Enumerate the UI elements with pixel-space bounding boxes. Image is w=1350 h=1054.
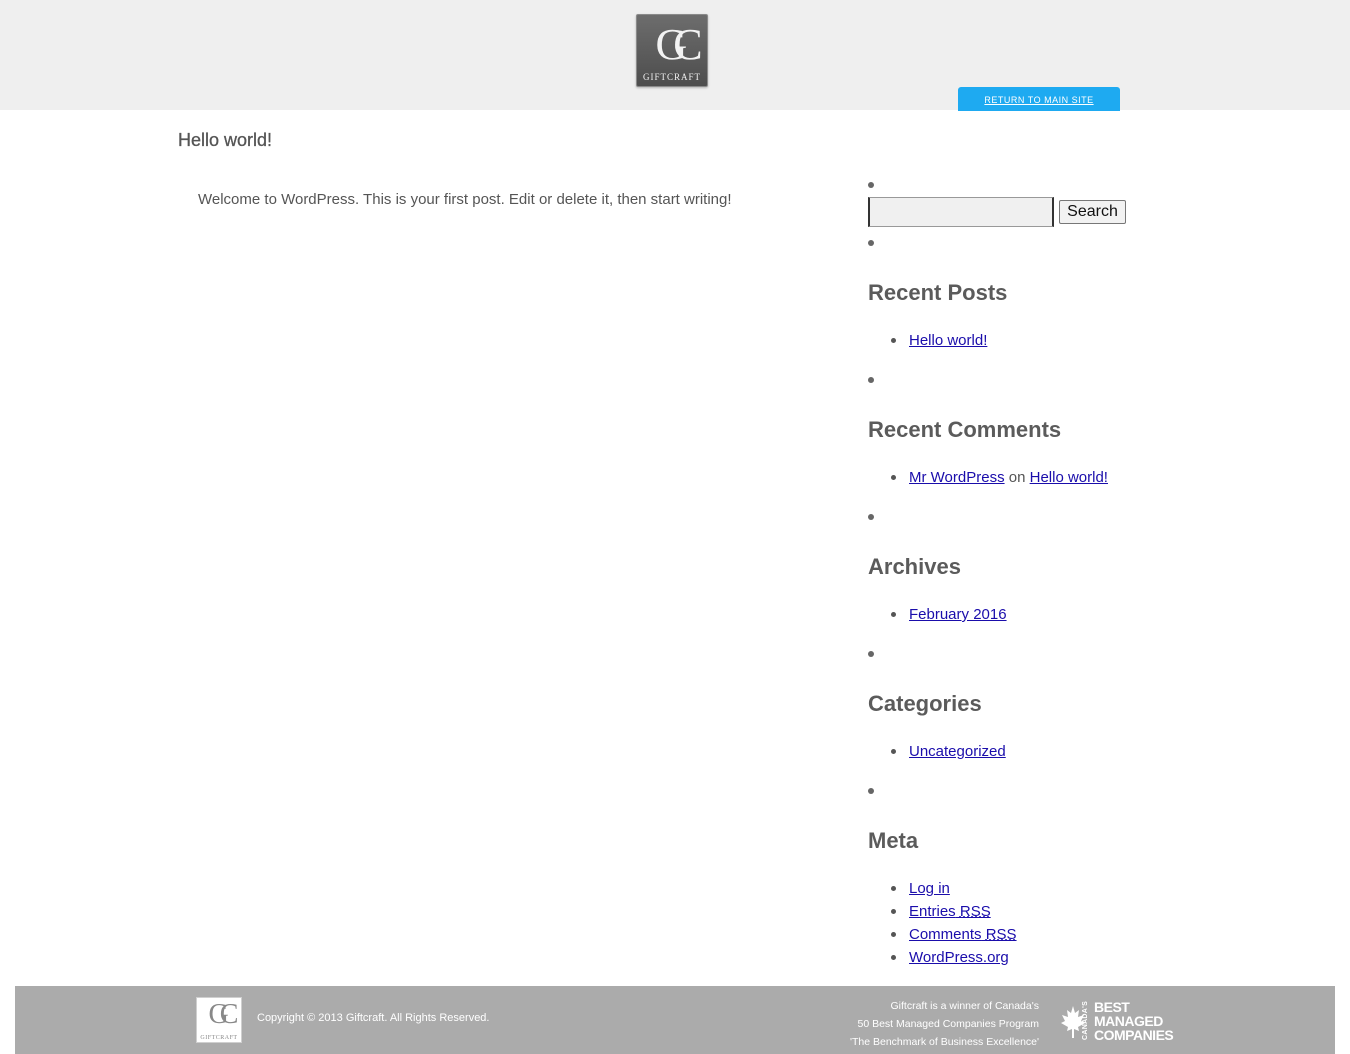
archives-heading: Archives (868, 554, 961, 579)
recent-posts-list (868, 331, 987, 354)
list-item (868, 605, 1007, 628)
list-item (868, 902, 1017, 925)
award-line: 50 Best Managed Companies Program (857, 1018, 1039, 1030)
comment-author-link[interactable]: Mr WordPress (909, 469, 1005, 486)
site-header (0, 0, 1350, 110)
rss-abbr: RSS (959, 903, 991, 920)
list-item (868, 331, 987, 354)
categories-heading: Categories (868, 691, 982, 716)
award-logo-line: COMPANIES (1094, 1027, 1174, 1043)
footer-logo-monogram: GC (208, 999, 230, 1030)
category-link[interactable]: Uncategorized (909, 743, 1006, 760)
archives-list (868, 605, 1007, 628)
list-item (868, 925, 1017, 948)
meta-heading: Meta (868, 828, 919, 853)
widget-bullet (868, 788, 874, 794)
rss-abbr: RSS (985, 926, 1017, 943)
award-logo-small-text: CANADA'S (1082, 1000, 1089, 1040)
login-link[interactable]: Log in (909, 880, 950, 897)
archive-link[interactable]: February 2016 (909, 606, 1007, 623)
search-input[interactable] (868, 197, 1054, 227)
logo-wordmark: GIFTCRAFT (642, 72, 701, 82)
recent-post-link[interactable]: Hello world! (909, 332, 988, 349)
award-logo-line: MANAGED (1094, 1013, 1163, 1029)
widget-bullet (868, 240, 874, 246)
award-logo-text (1094, 1000, 1173, 1042)
best-managed-companies-logo (1060, 1000, 1172, 1044)
recent-comments-list (868, 468, 1108, 491)
comments-rss-link[interactable] (909, 926, 1017, 943)
list-item (868, 879, 1017, 902)
comment-post-link[interactable]: Hello world! (1029, 469, 1108, 486)
award-logo-line: BEST (1094, 999, 1130, 1015)
recent-posts-heading: Recent Posts (868, 280, 1008, 305)
meta-list (868, 879, 1017, 971)
widget-bullet (868, 377, 874, 383)
list-item (868, 948, 1017, 971)
recent-comments-heading: Recent Comments (868, 417, 1062, 442)
categories-list (868, 742, 1006, 765)
list-item (868, 742, 1006, 765)
list-item (868, 468, 1108, 491)
post-body: Welcome to WordPress. This is your first post. Edit or delete it, then start writing! (198, 191, 732, 208)
award-line: Giftcraft is a winner of Canada's (890, 1000, 1039, 1012)
comments-label: Comments (909, 926, 982, 943)
comment-on-text: on (1008, 469, 1026, 486)
return-to-main-site-button[interactable]: RETURN TO MAIN SITE (958, 87, 1120, 111)
widget-bullet (868, 651, 874, 657)
footer-logo-wordmark: GIFTCRAFT (200, 1035, 238, 1041)
widget-bullet (868, 514, 874, 520)
site-footer (15, 986, 1335, 1054)
footer-logo[interactable] (196, 997, 242, 1043)
entries-rss-link[interactable] (909, 903, 991, 920)
post-title: Hello world! (178, 130, 273, 150)
award-line: 'The Benchmark of Business Excellence' (849, 1036, 1039, 1048)
giftcraft-logo[interactable] (636, 14, 708, 87)
logo-monogram: GC (655, 20, 689, 69)
widget-bullet (868, 182, 874, 188)
copyright-text: Copyright © 2013 Giftcraft. All Rights Reserved. (257, 1012, 490, 1024)
award-text (850, 997, 1039, 1051)
wordpress-org-link[interactable]: WordPress.org (909, 949, 1009, 966)
search-button[interactable]: Search (1059, 200, 1126, 224)
entries-label: Entries (909, 903, 956, 920)
